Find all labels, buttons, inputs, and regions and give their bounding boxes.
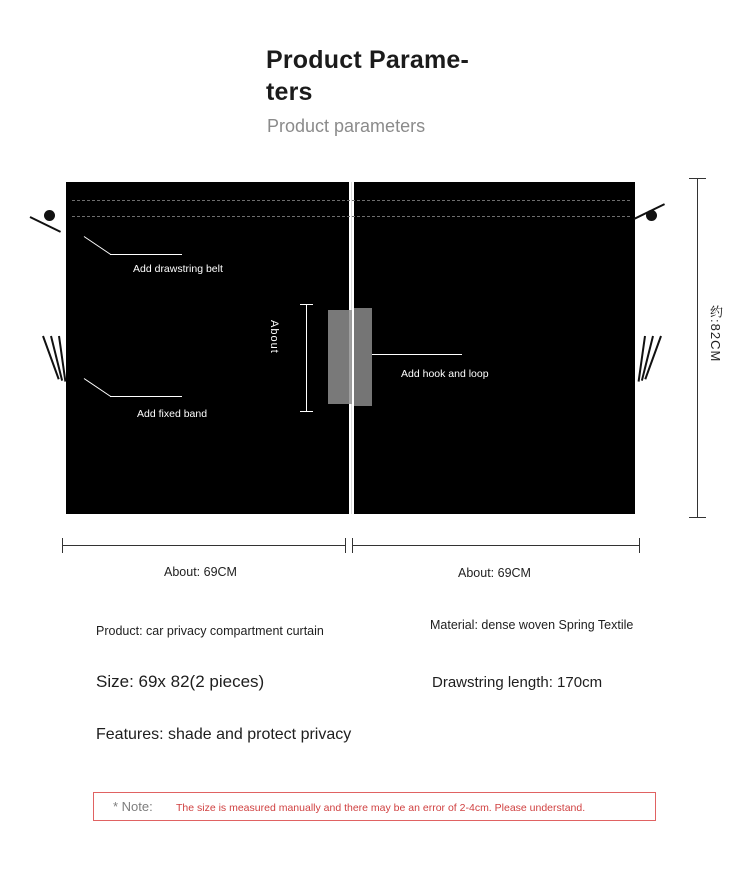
width-dimension-line-right <box>352 545 640 546</box>
width-dimension-label-left: About: 69CM <box>164 565 237 579</box>
spec-features: Features: shade and protect privacy <box>96 726 352 743</box>
width-dimension-line-left <box>62 545 346 546</box>
vertical-measure-line <box>306 304 307 412</box>
spec-material: Material: dense woven Spring Textile <box>430 618 634 632</box>
callout-drawstring-belt-label: Add drawstring belt <box>133 263 223 275</box>
drawstring-knob-left-icon <box>44 210 55 221</box>
note-label: * Note: <box>113 799 153 814</box>
top-seam-line-2 <box>72 216 630 217</box>
note-box <box>93 792 656 821</box>
spec-size: Size: 69x 82(2 pieces) <box>96 672 265 691</box>
drawstring-knob-right-icon <box>646 210 657 221</box>
curtain-panel-right <box>354 182 635 514</box>
page-subtitle: Product parameters <box>267 116 426 136</box>
spec-product: Product: car privacy compartment curtain <box>96 624 324 638</box>
vertical-measure-label: About <box>268 320 280 354</box>
spec-drawstring-length: Drawstring length: 170cm <box>432 674 603 691</box>
height-dimension-line <box>697 178 698 518</box>
top-seam-line-1 <box>72 200 630 201</box>
hook-and-loop-strip-a <box>328 310 352 404</box>
width-dimension-label-right: About: 69CM <box>458 566 531 580</box>
callout-hook-and-loop-label: Add hook and loop <box>401 368 489 380</box>
page-title: Product Parame-ters <box>266 46 470 106</box>
callout-fixed-band-label: Add fixed band <box>137 408 208 420</box>
height-dimension-label: 约:82CM <box>708 305 723 363</box>
product-illustration <box>0 160 750 580</box>
note-text: The size is measured manually and there may be an error of 2-4cm. Please understand. <box>176 802 586 814</box>
hook-and-loop-strip-b <box>354 308 372 406</box>
